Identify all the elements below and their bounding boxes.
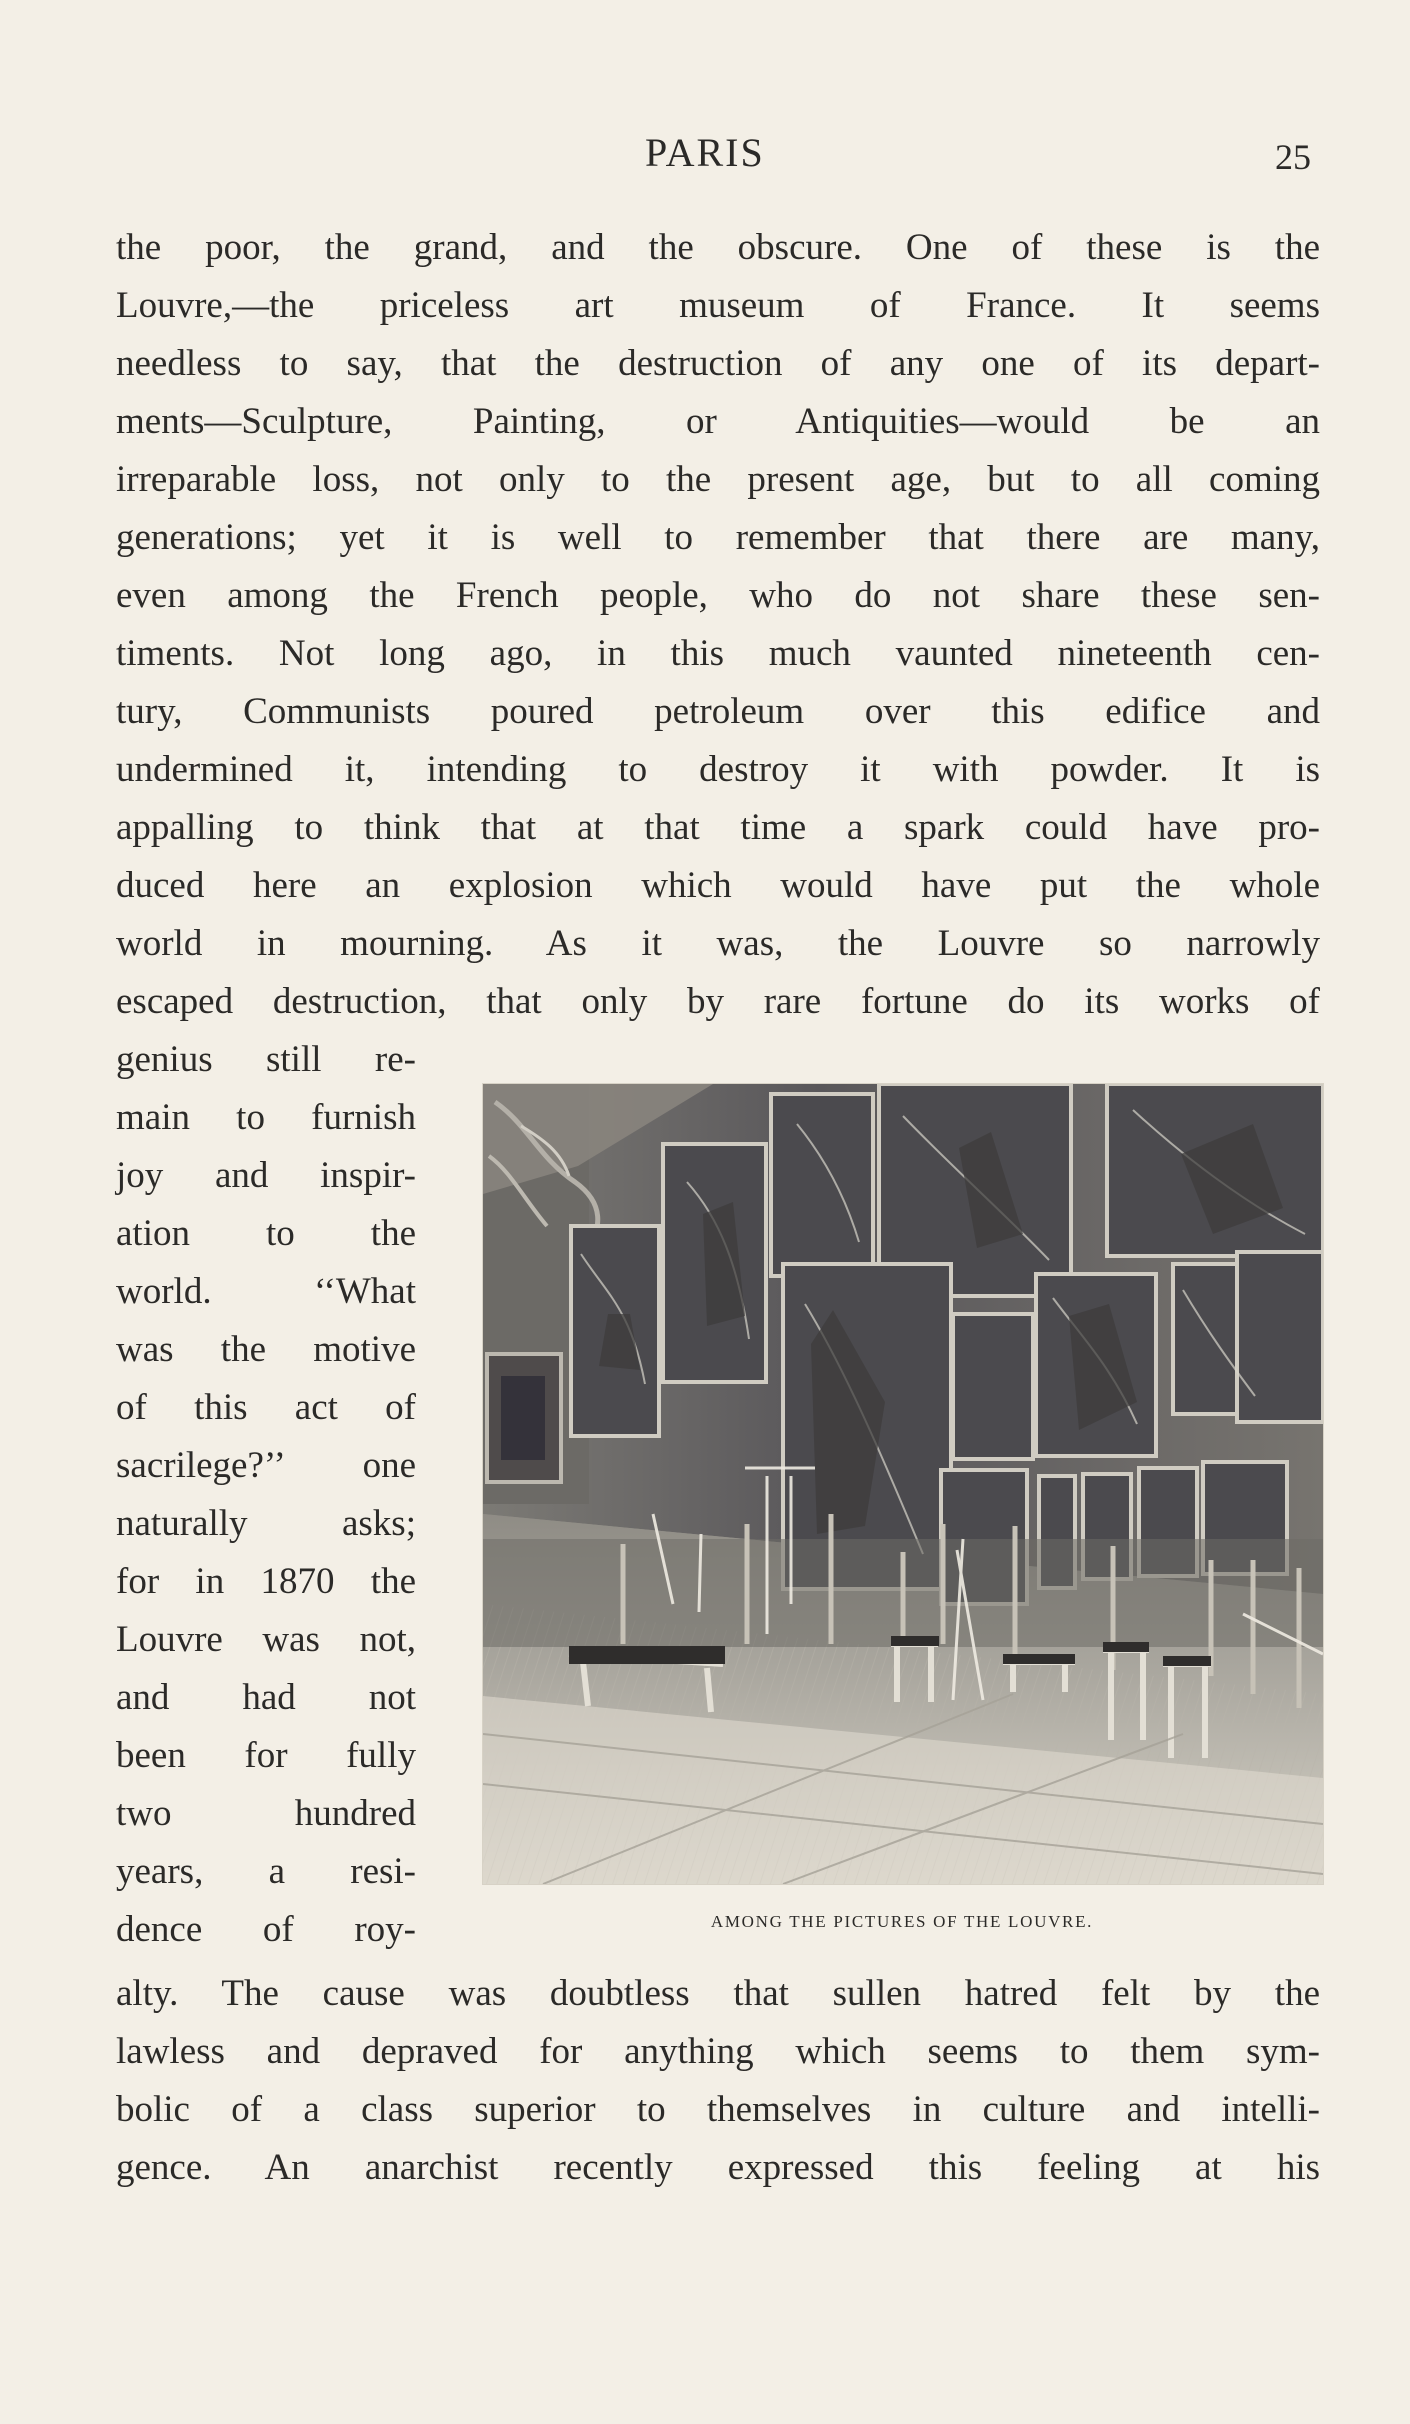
text-line: ments—Sculpture, Painting, or Antiquities—would be an xyxy=(116,401,1320,442)
text-line: timents. Not long ago, in this much vaunted nineteenth cen- xyxy=(116,633,1320,674)
wrapped-text-line: sacrilege?’’ one xyxy=(116,1445,416,1486)
figure-caption: AMONG THE PICTURES OF THE LOUVRE. xyxy=(710,1912,1094,1931)
text-line: duced here an explosion which would have put the whole xyxy=(116,865,1320,906)
text-line: tury, Communists poured petroleum over this edifice and xyxy=(116,691,1320,732)
text-line: the poor, the grand, and the obscure. One of these is the xyxy=(116,227,1320,268)
text-line: alty. The cause was doubtless that sullen hatred felt by the xyxy=(116,1973,1320,2014)
text-line: gence. An anarchist recently expressed this feeling at his xyxy=(116,2147,1320,2188)
wrapped-text-line: for in 1870 the xyxy=(116,1561,416,1602)
wrapped-text-line: dence of roy- xyxy=(116,1909,416,1950)
text-line: lawless and depraved for anything which seems to them sym- xyxy=(116,2031,1320,2072)
text-line: world in mourning. As it was, the Louvre so narrowly xyxy=(116,923,1320,964)
wrapped-text-line: of this act of xyxy=(116,1387,416,1428)
text-line: bolic of a class superior to themselves in culture and intelli- xyxy=(116,2089,1320,2130)
wrapped-text-line: world. ‘‘What xyxy=(116,1271,416,1312)
text-line: even among the French people, who do not share these sen- xyxy=(116,575,1320,616)
wrapped-text-line: and had not xyxy=(116,1677,416,1718)
text-line: undermined it, intending to destroy it with powder. It is xyxy=(116,749,1320,790)
text-line: appalling to think that at that time a spark could have pro- xyxy=(116,807,1320,848)
wrapped-text-line: ation to the xyxy=(116,1213,416,1254)
text-line: generations; yet it is well to remember that there are many, xyxy=(116,517,1320,558)
running-head xyxy=(0,128,1410,178)
text-line: escaped destruction, that only by rare fortune do its works of xyxy=(116,981,1320,1022)
wrapped-text-line: two hundred xyxy=(116,1793,416,1834)
wrapped-text-line: naturally asks; xyxy=(116,1503,416,1544)
wrapped-text-line: Louvre was not, xyxy=(116,1619,416,1660)
text-line: Louvre,—the priceless art museum of France. It seems xyxy=(116,285,1320,326)
text-line: needless to say, that the destruction of any one of its depart- xyxy=(116,343,1320,384)
running-title: PARIS xyxy=(645,130,765,175)
wrapped-text-line: genius still re- xyxy=(116,1039,416,1080)
gallery-engraving xyxy=(483,1084,1323,1884)
wrapped-text-line: joy and inspir- xyxy=(116,1155,416,1196)
wrapped-text-line: was the motive xyxy=(116,1329,416,1370)
wrapped-text-line: been for fully xyxy=(116,1735,416,1776)
louvre-gallery-illustration xyxy=(482,1083,1324,1885)
wrapped-text-line: years, a resi- xyxy=(116,1851,416,1892)
wrapped-text-line: main to furnish xyxy=(116,1097,416,1138)
text-line: irreparable loss, not only to the present age, but to all coming xyxy=(116,459,1320,500)
page-number: 25 xyxy=(1275,137,1311,177)
